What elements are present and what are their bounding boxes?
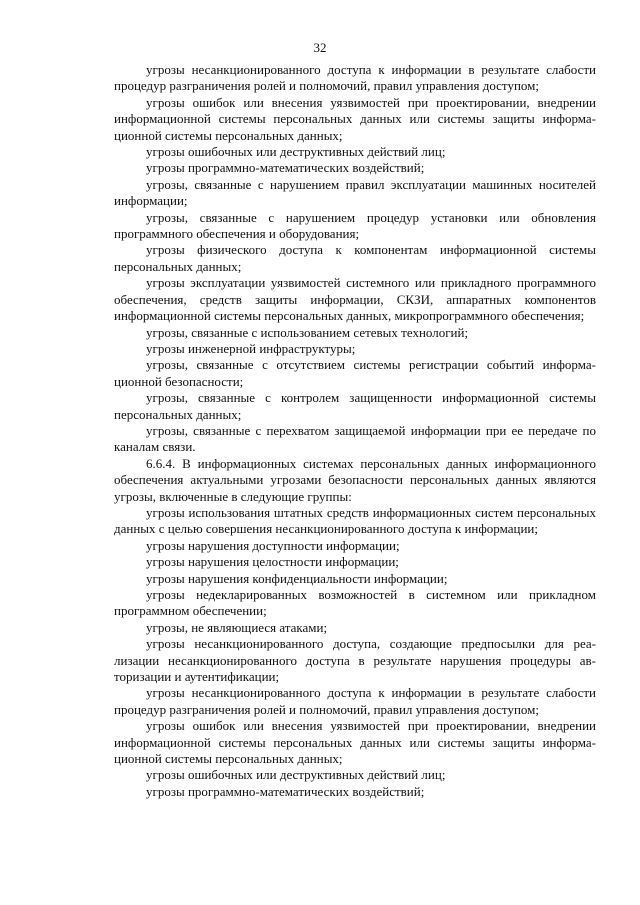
paragraph: угрозы физического доступа к компонентам информационной системы персональных данных; — [114, 242, 596, 274]
paragraph: угрозы недекларированных возможностей в системном или прикладном программном обеспечении; — [114, 587, 596, 619]
paragraph: угрозы, связанные с контролем защищенности информационной системы персональных данных; — [114, 390, 596, 422]
paragraph: угрозы программно-математических воздействий; — [146, 783, 425, 799]
section-paragraph: 6.6.4. В информационных системах персональных данных информационного обеспечения актуальными угрозами безопасности персональных данных являются угрозы, включенные в следующие группы: — [114, 455, 596, 504]
paragraph: угрозы эксплуатации уязвимостей системного или прикладного программного обеспечения, средств защиты информации, СКЗИ, аппаратных компонентов информационной системы персональных данных, микропрограммного обеспечения; — [114, 275, 596, 324]
paragraph: угрозы нарушения доступности информации; — [146, 537, 400, 553]
paragraph: угрозы, не являющиеся атаками; — [146, 619, 328, 635]
paragraph: угрозы ошибок или внесения уязвимостей при проектировании, внедрении информационной системы персональных данных или системы защиты информационной системы персональных данных; — [114, 718, 596, 767]
page-number: 32 — [313, 40, 327, 55]
paragraph: угрозы, связанные с отсутствием системы регистрации событий информационной безопасности; — [114, 357, 596, 389]
paragraph: угрозы несанкционированного доступа, создающие предпосылки для реализации несанкционированного доступа в результате нарушения процедуры авторизации и аутентификации; — [114, 636, 596, 685]
paragraph: угрозы, связанные с нарушением правил эксплуатации машинных носителей информации; — [114, 176, 596, 209]
paragraph: угрозы использования штатных средств информационных систем персональных данных с целью совершения несанкционированного доступа к информации; — [114, 504, 596, 537]
paragraph: угрозы инженерной инфраструктуры; — [146, 340, 356, 356]
paragraph: угрозы нарушения конфиденциальности информации; — [146, 570, 448, 586]
paragraph: угрозы ошибочных или деструктивных действий лиц; — [146, 767, 446, 783]
body-text — [114, 62, 596, 800]
paragraph: угрозы ошибочных или деструктивных действий лиц; — [146, 144, 446, 160]
paragraph: угрозы программно-математических воздействий; — [146, 160, 425, 176]
paragraph: угрозы, связанные с использованием сетевых технологий; — [146, 324, 469, 340]
paragraph: угрозы, связанные с перехватом защищаемой информации при ее передаче по каналам связи. — [114, 422, 596, 455]
paragraph: угрозы несанкционированного доступа к информации в результате слабости процедур разграничения ролей и полномочий, правил управления доступом; — [114, 685, 596, 717]
paragraph: угрозы ошибок или внесения уязвимостей при проектировании, внедрении информационной системы персональных данных или системы защиты информационной системы персональных данных; — [114, 94, 596, 143]
paragraph: угрозы, связанные с нарушением процедур установки или обновления программного обеспечения и оборудования; — [114, 209, 596, 242]
paragraph: угрозы несанкционированного доступа к информации в результате слабости процедур разграничения ролей и полномочий, правил управления доступом; — [114, 62, 596, 94]
paragraph: угрозы нарушения целостности информации; — [146, 554, 399, 570]
